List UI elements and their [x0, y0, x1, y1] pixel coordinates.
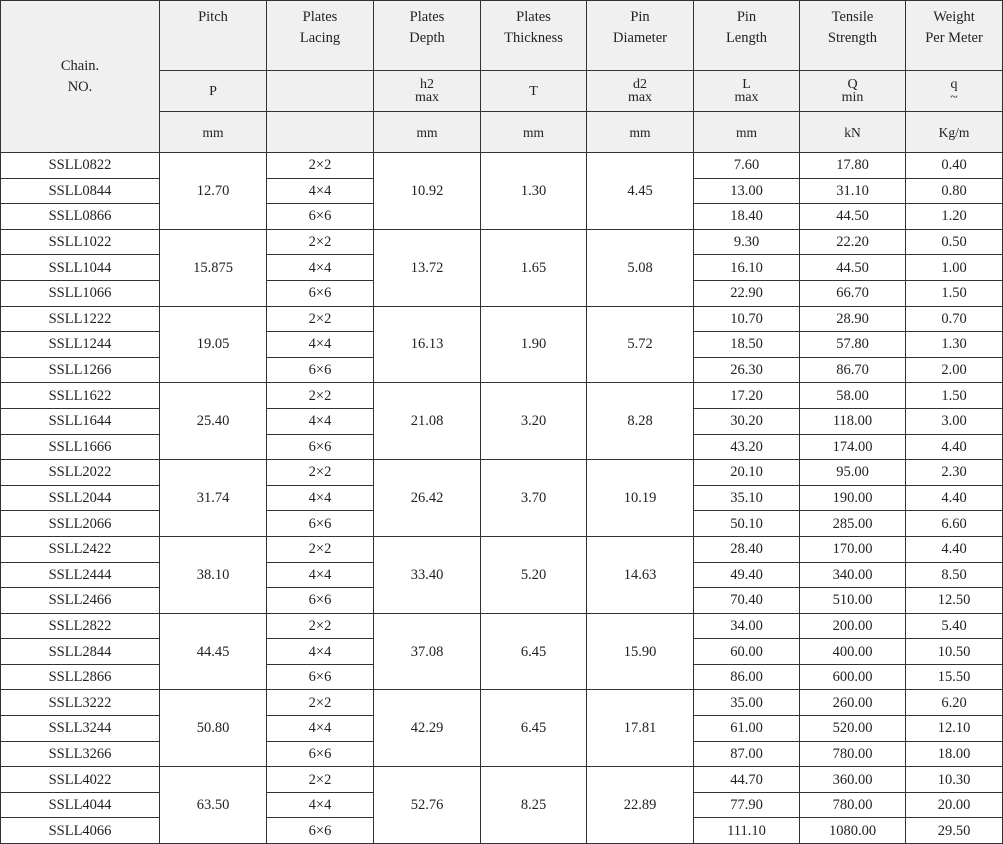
- header-text-line: P: [209, 83, 217, 99]
- pin-diameter-cell: 10.19: [587, 460, 694, 537]
- weight-per-meter-cell: 18.00: [906, 741, 1003, 767]
- plates-thickness-cell: 3.70: [481, 460, 587, 537]
- pitch-cell: 15.875: [160, 229, 267, 306]
- header-symbol-tensile: [800, 71, 906, 112]
- pin-diameter-cell: 17.81: [587, 690, 694, 767]
- plates-thickness-cell: 8.25: [481, 767, 587, 844]
- header-symbol-lacing: [267, 71, 374, 112]
- pin-length-cell: 16.10: [694, 255, 800, 281]
- chain-no-cell: SSLL1266: [1, 357, 160, 383]
- header-title-pitch: [160, 1, 267, 71]
- pin-length-cell: 61.00: [694, 716, 800, 742]
- weight-per-meter-cell: 10.50: [906, 639, 1003, 665]
- header-unit-pitch: mm: [160, 112, 267, 153]
- lacing-cell: 4×4: [267, 408, 374, 434]
- tensile-strength-cell: 22.20: [800, 229, 906, 255]
- plates-depth-cell: 33.40: [374, 536, 481, 613]
- weight-per-meter-cell: 5.40: [906, 613, 1003, 639]
- header-text-line: Strength: [827, 30, 878, 46]
- tensile-strength-cell: 44.50: [800, 204, 906, 230]
- pin-length-cell: 26.30: [694, 357, 800, 383]
- header-unit-weight: Kg/m: [906, 112, 1003, 153]
- chain-no-cell: SSLL1022: [1, 229, 160, 255]
- lacing-cell: 4×4: [267, 332, 374, 358]
- pin-diameter-cell: 14.63: [587, 536, 694, 613]
- pin-length-cell: 49.40: [694, 562, 800, 588]
- header-text-line: max: [414, 90, 440, 105]
- weight-per-meter-cell: 6.20: [906, 690, 1003, 716]
- tensile-strength-cell: 28.90: [800, 306, 906, 332]
- weight-per-meter-cell: 0.40: [906, 153, 1003, 179]
- pitch-cell: 12.70: [160, 153, 267, 230]
- lacing-cell: 2×2: [267, 153, 374, 179]
- chain-no-cell: SSLL3222: [1, 690, 160, 716]
- tensile-strength-cell: 400.00: [800, 639, 906, 665]
- lacing-cell: 4×4: [267, 639, 374, 665]
- lacing-cell: 4×4: [267, 255, 374, 281]
- pitch-cell: 44.45: [160, 613, 267, 690]
- tensile-strength-cell: 170.00: [800, 536, 906, 562]
- pin-length-cell: 77.90: [694, 792, 800, 818]
- header-row-titles: [1, 1, 1003, 71]
- pin-length-cell: 10.70: [694, 306, 800, 332]
- tensile-strength-cell: 260.00: [800, 690, 906, 716]
- pin-diameter-cell: 22.89: [587, 767, 694, 844]
- chain-no-cell: SSLL0844: [1, 178, 160, 204]
- tensile-strength-cell: 1080.00: [800, 818, 906, 844]
- pin-length-cell: 35.10: [694, 485, 800, 511]
- chain-no-cell: SSLL2444: [1, 562, 160, 588]
- weight-per-meter-cell: 10.30: [906, 767, 1003, 793]
- weight-per-meter-cell: 12.50: [906, 588, 1003, 614]
- header-unit-lacing: [267, 112, 374, 153]
- lacing-cell: 2×2: [267, 536, 374, 562]
- pitch-cell: 50.80: [160, 690, 267, 767]
- lacing-cell: 6×6: [267, 204, 374, 230]
- table-row: [1, 767, 1003, 793]
- weight-per-meter-cell: 1.00: [906, 255, 1003, 281]
- header-text-line: ~: [950, 90, 958, 105]
- tensile-strength-cell: 95.00: [800, 460, 906, 486]
- lacing-cell: 2×2: [267, 767, 374, 793]
- tensile-strength-cell: 340.00: [800, 562, 906, 588]
- plates-depth-cell: 13.72: [374, 229, 481, 306]
- tensile-strength-cell: 17.80: [800, 153, 906, 179]
- plates-depth-cell: 10.92: [374, 153, 481, 230]
- header-unit-depth: mm: [374, 112, 481, 153]
- weight-per-meter-cell: 4.40: [906, 434, 1003, 460]
- lacing-cell: 2×2: [267, 306, 374, 332]
- weight-per-meter-cell: 0.70: [906, 306, 1003, 332]
- tensile-strength-cell: 174.00: [800, 434, 906, 460]
- chain-no-cell: SSLL0822: [1, 153, 160, 179]
- weight-per-meter-cell: 1.50: [906, 280, 1003, 306]
- tensile-strength-cell: 190.00: [800, 485, 906, 511]
- pitch-cell: 25.40: [160, 383, 267, 460]
- lacing-cell: 2×2: [267, 460, 374, 486]
- pin-length-cell: 70.40: [694, 588, 800, 614]
- table-row: [1, 536, 1003, 562]
- weight-per-meter-cell: 0.50: [906, 229, 1003, 255]
- chain-no-cell: SSLL1622: [1, 383, 160, 409]
- header-title-pin_diameter: [587, 1, 694, 71]
- header-title-thickness: [481, 1, 587, 71]
- tensile-strength-cell: 118.00: [800, 408, 906, 434]
- pin-length-cell: 28.40: [694, 536, 800, 562]
- header-text-line: max: [627, 90, 653, 105]
- weight-per-meter-cell: 1.20: [906, 204, 1003, 230]
- lacing-cell: 6×6: [267, 818, 374, 844]
- header-text-line: d2: [633, 77, 647, 92]
- lacing-cell: 4×4: [267, 792, 374, 818]
- table-row: [1, 690, 1003, 716]
- header-title-tensile: [800, 1, 906, 71]
- table-row: [1, 383, 1003, 409]
- header-text-line: Q: [847, 77, 858, 92]
- chain-no-cell: SSLL0866: [1, 204, 160, 230]
- table-row: [1, 460, 1003, 486]
- header-text-line: Plates: [409, 9, 445, 25]
- lacing-cell: 6×6: [267, 357, 374, 383]
- pin-length-cell: 43.20: [694, 434, 800, 460]
- tensile-strength-cell: 510.00: [800, 588, 906, 614]
- chain-no-cell: SSLL1066: [1, 280, 160, 306]
- table-row: [1, 613, 1003, 639]
- header-text-line: h2: [420, 77, 434, 92]
- weight-per-meter-cell: 20.00: [906, 792, 1003, 818]
- weight-per-meter-cell: 0.80: [906, 178, 1003, 204]
- tensile-strength-cell: 44.50: [800, 255, 906, 281]
- chain-no-cell: SSLL2022: [1, 460, 160, 486]
- pin-length-cell: 86.00: [694, 664, 800, 690]
- tensile-strength-cell: 520.00: [800, 716, 906, 742]
- header-text-line: Plates: [302, 9, 338, 25]
- pitch-cell: 38.10: [160, 536, 267, 613]
- pin-length-cell: 13.00: [694, 178, 800, 204]
- header-symbol-pin_length: [694, 71, 800, 112]
- header-text-line: Lacing: [299, 30, 341, 46]
- pitch-cell: 19.05: [160, 306, 267, 383]
- header-chain-no: [1, 1, 160, 153]
- weight-per-meter-cell: 2.00: [906, 357, 1003, 383]
- pin-length-cell: 18.40: [694, 204, 800, 230]
- plates-depth-cell: 26.42: [374, 460, 481, 537]
- header-text-line: Per Meter: [925, 30, 983, 46]
- pin-diameter-cell: 8.28: [587, 383, 694, 460]
- plates-thickness-cell: 1.65: [481, 229, 587, 306]
- header-text-line: Tensile: [831, 9, 874, 25]
- chain-no-cell: SSLL2044: [1, 485, 160, 511]
- header-symbol-pitch: [160, 71, 267, 112]
- lacing-cell: 4×4: [267, 178, 374, 204]
- header-symbol-pin_diameter: [587, 71, 694, 112]
- header-text-line: T: [529, 83, 538, 99]
- chain-no-cell: SSLL4044: [1, 792, 160, 818]
- pin-length-cell: 35.00: [694, 690, 800, 716]
- header-symbol-thickness: [481, 71, 587, 112]
- header-text-line: Pitch: [198, 9, 228, 25]
- chain-no-cell: SSLL2844: [1, 639, 160, 665]
- plates-thickness-cell: 3.20: [481, 383, 587, 460]
- weight-per-meter-cell: 1.50: [906, 383, 1003, 409]
- header-text-line: max: [734, 90, 759, 105]
- header-text-line: Pin: [736, 9, 757, 25]
- pitch-cell: 31.74: [160, 460, 267, 537]
- tensile-strength-cell: 58.00: [800, 383, 906, 409]
- header-unit-thickness: mm: [481, 112, 587, 153]
- lacing-cell: 6×6: [267, 511, 374, 537]
- chain-no-cell: SSLL2066: [1, 511, 160, 537]
- weight-per-meter-cell: 8.50: [906, 562, 1003, 588]
- chain-no-cell: SSLL2422: [1, 536, 160, 562]
- header-unit-pin_length: mm: [694, 112, 800, 153]
- plates-thickness-cell: 1.90: [481, 306, 587, 383]
- pin-length-cell: 30.20: [694, 408, 800, 434]
- header-title-depth: [374, 1, 481, 71]
- pin-length-cell: 9.30: [694, 229, 800, 255]
- chain-no-cell: SSLL4066: [1, 818, 160, 844]
- tensile-strength-cell: 31.10: [800, 178, 906, 204]
- header-text-line: Pin: [630, 9, 650, 25]
- lacing-cell: 4×4: [267, 716, 374, 742]
- table-header: [1, 1, 1003, 153]
- pin-length-cell: 44.70: [694, 767, 800, 793]
- tensile-strength-cell: 780.00: [800, 792, 906, 818]
- plates-thickness-cell: 6.45: [481, 690, 587, 767]
- tensile-strength-cell: 285.00: [800, 511, 906, 537]
- pin-diameter-cell: 5.72: [587, 306, 694, 383]
- table-row: [1, 229, 1003, 255]
- pin-length-cell: 22.90: [694, 280, 800, 306]
- header-symbol-depth: [374, 71, 481, 112]
- lacing-cell: 2×2: [267, 383, 374, 409]
- table-body: [1, 153, 1003, 844]
- lacing-cell: 2×2: [267, 613, 374, 639]
- header-text-line: min: [841, 90, 864, 105]
- header-text-line: Chain.: [60, 57, 100, 74]
- pin-length-cell: 50.10: [694, 511, 800, 537]
- lacing-cell: 6×6: [267, 741, 374, 767]
- tensile-strength-cell: 600.00: [800, 664, 906, 690]
- header-text-line: Depth: [409, 30, 445, 46]
- pin-length-cell: 87.00: [694, 741, 800, 767]
- weight-per-meter-cell: 29.50: [906, 818, 1003, 844]
- header-text-line: Plates: [516, 9, 551, 25]
- chain-no-cell: SSLL3244: [1, 716, 160, 742]
- weight-per-meter-cell: 4.40: [906, 485, 1003, 511]
- chain-no-cell: SSLL1644: [1, 408, 160, 434]
- tensile-strength-cell: 780.00: [800, 741, 906, 767]
- header-unit-tensile: kN: [800, 112, 906, 153]
- header-title-lacing: [267, 1, 374, 71]
- tensile-strength-cell: 360.00: [800, 767, 906, 793]
- lacing-cell: 6×6: [267, 664, 374, 690]
- header-symbol-weight: [906, 71, 1003, 112]
- header-text-line: L: [742, 77, 751, 92]
- tensile-strength-cell: 86.70: [800, 357, 906, 383]
- weight-per-meter-cell: 3.00: [906, 408, 1003, 434]
- header-text-line: Thickness: [504, 30, 563, 46]
- header-text-line: q: [950, 77, 958, 92]
- plates-depth-cell: 21.08: [374, 383, 481, 460]
- chain-no-cell: SSLL3266: [1, 741, 160, 767]
- plates-thickness-cell: 5.20: [481, 536, 587, 613]
- lacing-cell: 2×2: [267, 690, 374, 716]
- pin-length-cell: 18.50: [694, 332, 800, 358]
- header-title-weight: [906, 1, 1003, 71]
- header-text-line: NO.: [67, 78, 93, 95]
- weight-per-meter-cell: 12.10: [906, 716, 1003, 742]
- header-unit-pin_diameter: mm: [587, 112, 694, 153]
- lacing-cell: 6×6: [267, 588, 374, 614]
- chain-no-cell: SSLL1666: [1, 434, 160, 460]
- table-row: [1, 306, 1003, 332]
- lacing-cell: 4×4: [267, 562, 374, 588]
- chain-no-cell: SSLL2822: [1, 613, 160, 639]
- plates-thickness-cell: 6.45: [481, 613, 587, 690]
- pin-length-cell: 17.20: [694, 383, 800, 409]
- pin-diameter-cell: 5.08: [587, 229, 694, 306]
- chain-no-cell: SSLL2466: [1, 588, 160, 614]
- weight-per-meter-cell: 6.60: [906, 511, 1003, 537]
- plates-depth-cell: 42.29: [374, 690, 481, 767]
- chain-no-cell: SSLL1244: [1, 332, 160, 358]
- tensile-strength-cell: 200.00: [800, 613, 906, 639]
- chain-no-cell: SSLL4022: [1, 767, 160, 793]
- lacing-cell: 4×4: [267, 485, 374, 511]
- weight-per-meter-cell: 15.50: [906, 664, 1003, 690]
- pin-length-cell: 20.10: [694, 460, 800, 486]
- pin-diameter-cell: 4.45: [587, 153, 694, 230]
- plates-depth-cell: 16.13: [374, 306, 481, 383]
- chain-no-cell: SSLL1044: [1, 255, 160, 281]
- lacing-cell: 6×6: [267, 280, 374, 306]
- chain-no-cell: SSLL2866: [1, 664, 160, 690]
- table-row: [1, 153, 1003, 179]
- lacing-cell: 6×6: [267, 434, 374, 460]
- header-text-line: Weight: [933, 9, 975, 25]
- header-title-pin_length: [694, 1, 800, 71]
- weight-per-meter-cell: 4.40: [906, 536, 1003, 562]
- pin-length-cell: 7.60: [694, 153, 800, 179]
- chain-no-cell: SSLL1222: [1, 306, 160, 332]
- plates-depth-cell: 52.76: [374, 767, 481, 844]
- tensile-strength-cell: 57.80: [800, 332, 906, 358]
- pin-length-cell: 60.00: [694, 639, 800, 665]
- plates-thickness-cell: 1.30: [481, 153, 587, 230]
- header-text-line: Diameter: [613, 30, 667, 46]
- tensile-strength-cell: 66.70: [800, 280, 906, 306]
- plates-depth-cell: 37.08: [374, 613, 481, 690]
- pin-diameter-cell: 15.90: [587, 613, 694, 690]
- pin-length-cell: 34.00: [694, 613, 800, 639]
- lacing-cell: 2×2: [267, 229, 374, 255]
- pitch-cell: 63.50: [160, 767, 267, 844]
- header-text-line: Length: [725, 30, 768, 46]
- pin-length-cell: 111.10: [694, 818, 800, 844]
- weight-per-meter-cell: 2.30: [906, 460, 1003, 486]
- weight-per-meter-cell: 1.30: [906, 332, 1003, 358]
